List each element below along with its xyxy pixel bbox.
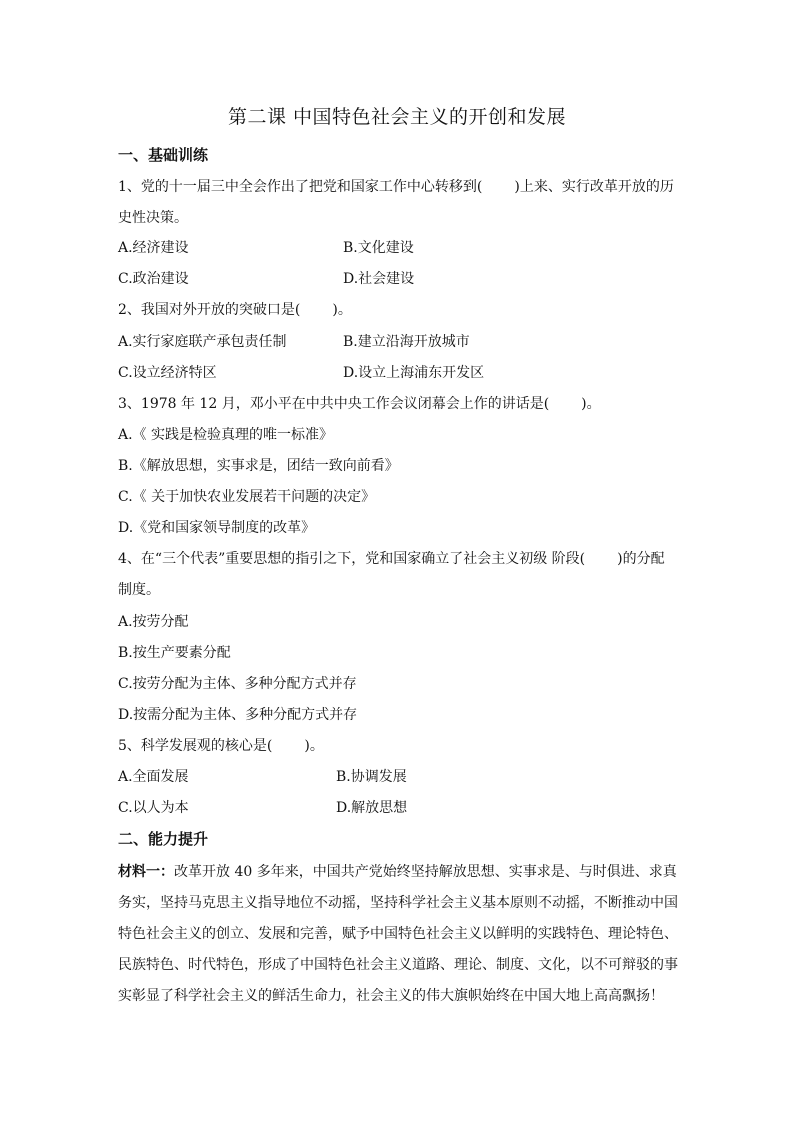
question-5-option-d: D.解放思想 — [336, 800, 408, 816]
question-1-line-1 — [118, 177, 674, 197]
question-4-option-a: A.按劳分配 — [118, 614, 189, 630]
question-4-option-d: D.按需分配为主体、多种分配方式并存 — [118, 707, 358, 723]
question-5-text: 5、科学发展观的核心是( — [118, 738, 273, 754]
question-3-text-cont: )。 — [581, 396, 601, 412]
question-3-text: 3、1978 年 12 月，邓小平在中共中央工作会议闭幕会上作的讲话是( — [118, 396, 550, 412]
question-3-line — [118, 394, 601, 414]
question-5-option-b: B.协调发展 — [336, 769, 407, 785]
question-1-text-cont: )上来、实行改革开放的历 — [514, 179, 674, 195]
question-2-option-c: C.设立经济特区 — [118, 365, 217, 381]
question-4-option-b: B.按生产要素分配 — [118, 645, 231, 661]
material-line-3: 特色社会主义的创立、发展和完善，赋予中国特色社会主义以鲜明的实践特色、理论特色、 — [118, 926, 678, 942]
section-heading-ability: 二、能力提升 — [118, 830, 209, 848]
question-1-text: 1、党的十一届三中全会作出了把党和国家工作中心转移到( — [118, 179, 483, 195]
material-line-4: 民族特色、时代特色，形成了中国特色社会主义道路、理论、制度、文化，以不可辩驳的事 — [118, 957, 678, 973]
question-2-text: 2、我国对外开放的突破口是( — [118, 302, 301, 318]
material-line-1 — [118, 862, 677, 882]
question-3-option-a: A.《 实践是检验真理的唯一标准》 — [118, 427, 334, 443]
material-text-1: 改革开放 40 多年来，中国共产党始终坚持解放思想、实事求是、与时俱进、求真 — [174, 864, 677, 880]
question-2-option-b: B.建立沿海开放城市 — [343, 334, 470, 350]
question-3-option-c: C.《 关于加快农业发展若干问题的决定》 — [118, 489, 376, 505]
question-1-option-a: A.经济建设 — [118, 240, 189, 256]
question-1-line-2: 史性决策。 — [118, 210, 188, 226]
question-4-line-1 — [118, 549, 665, 569]
question-1-option-d: D.社会建设 — [343, 271, 415, 287]
question-5-line — [118, 736, 324, 756]
question-4-option-c: C.按劳分配为主体、多种分配方式并存 — [118, 676, 357, 692]
question-2-option-d: D.设立上海浦东开发区 — [343, 365, 485, 381]
material-line-5: 实彰显了科学社会主义的鲜活生命力，社会主义的伟大旗帜始终在中国大地上高高飘扬！ — [118, 988, 664, 1004]
page-title: 第二课 中国特色社会主义的开创和发展 — [227, 106, 567, 128]
question-4-text: 4、在“三个代表”重要思想的指引之下，党和国家确立了社会主义初级 阶段( — [118, 551, 586, 567]
question-5-option-c: C.以人为本 — [118, 800, 189, 816]
material-label: 材料一： — [118, 864, 174, 880]
question-2-option-a: A.实行家庭联产承包责任制 — [118, 334, 287, 350]
question-5-text-cont: )。 — [304, 738, 324, 754]
section-heading-basic-training: 一、基础训练 — [118, 146, 209, 164]
question-3-option-b: B.《解放思想，实事求是，团结一致向前看》 — [118, 458, 399, 474]
question-4-line-2: 制度。 — [118, 582, 160, 598]
question-3-option-d: D.《党和国家领导制度的改革》 — [118, 520, 316, 536]
question-1-option-b: B.文化建设 — [343, 240, 414, 256]
material-line-2: 务实，坚持马克思主义指导地位不动摇，坚持科学社会主义基本原则不动摇，不断推动中国 — [118, 895, 678, 911]
question-2-text-cont: )。 — [332, 302, 352, 318]
question-2-line — [118, 300, 352, 320]
question-1-option-c: C.政治建设 — [118, 271, 189, 287]
question-4-text-cont: )的分配 — [617, 551, 665, 567]
question-5-option-a: A.全面发展 — [118, 769, 189, 785]
